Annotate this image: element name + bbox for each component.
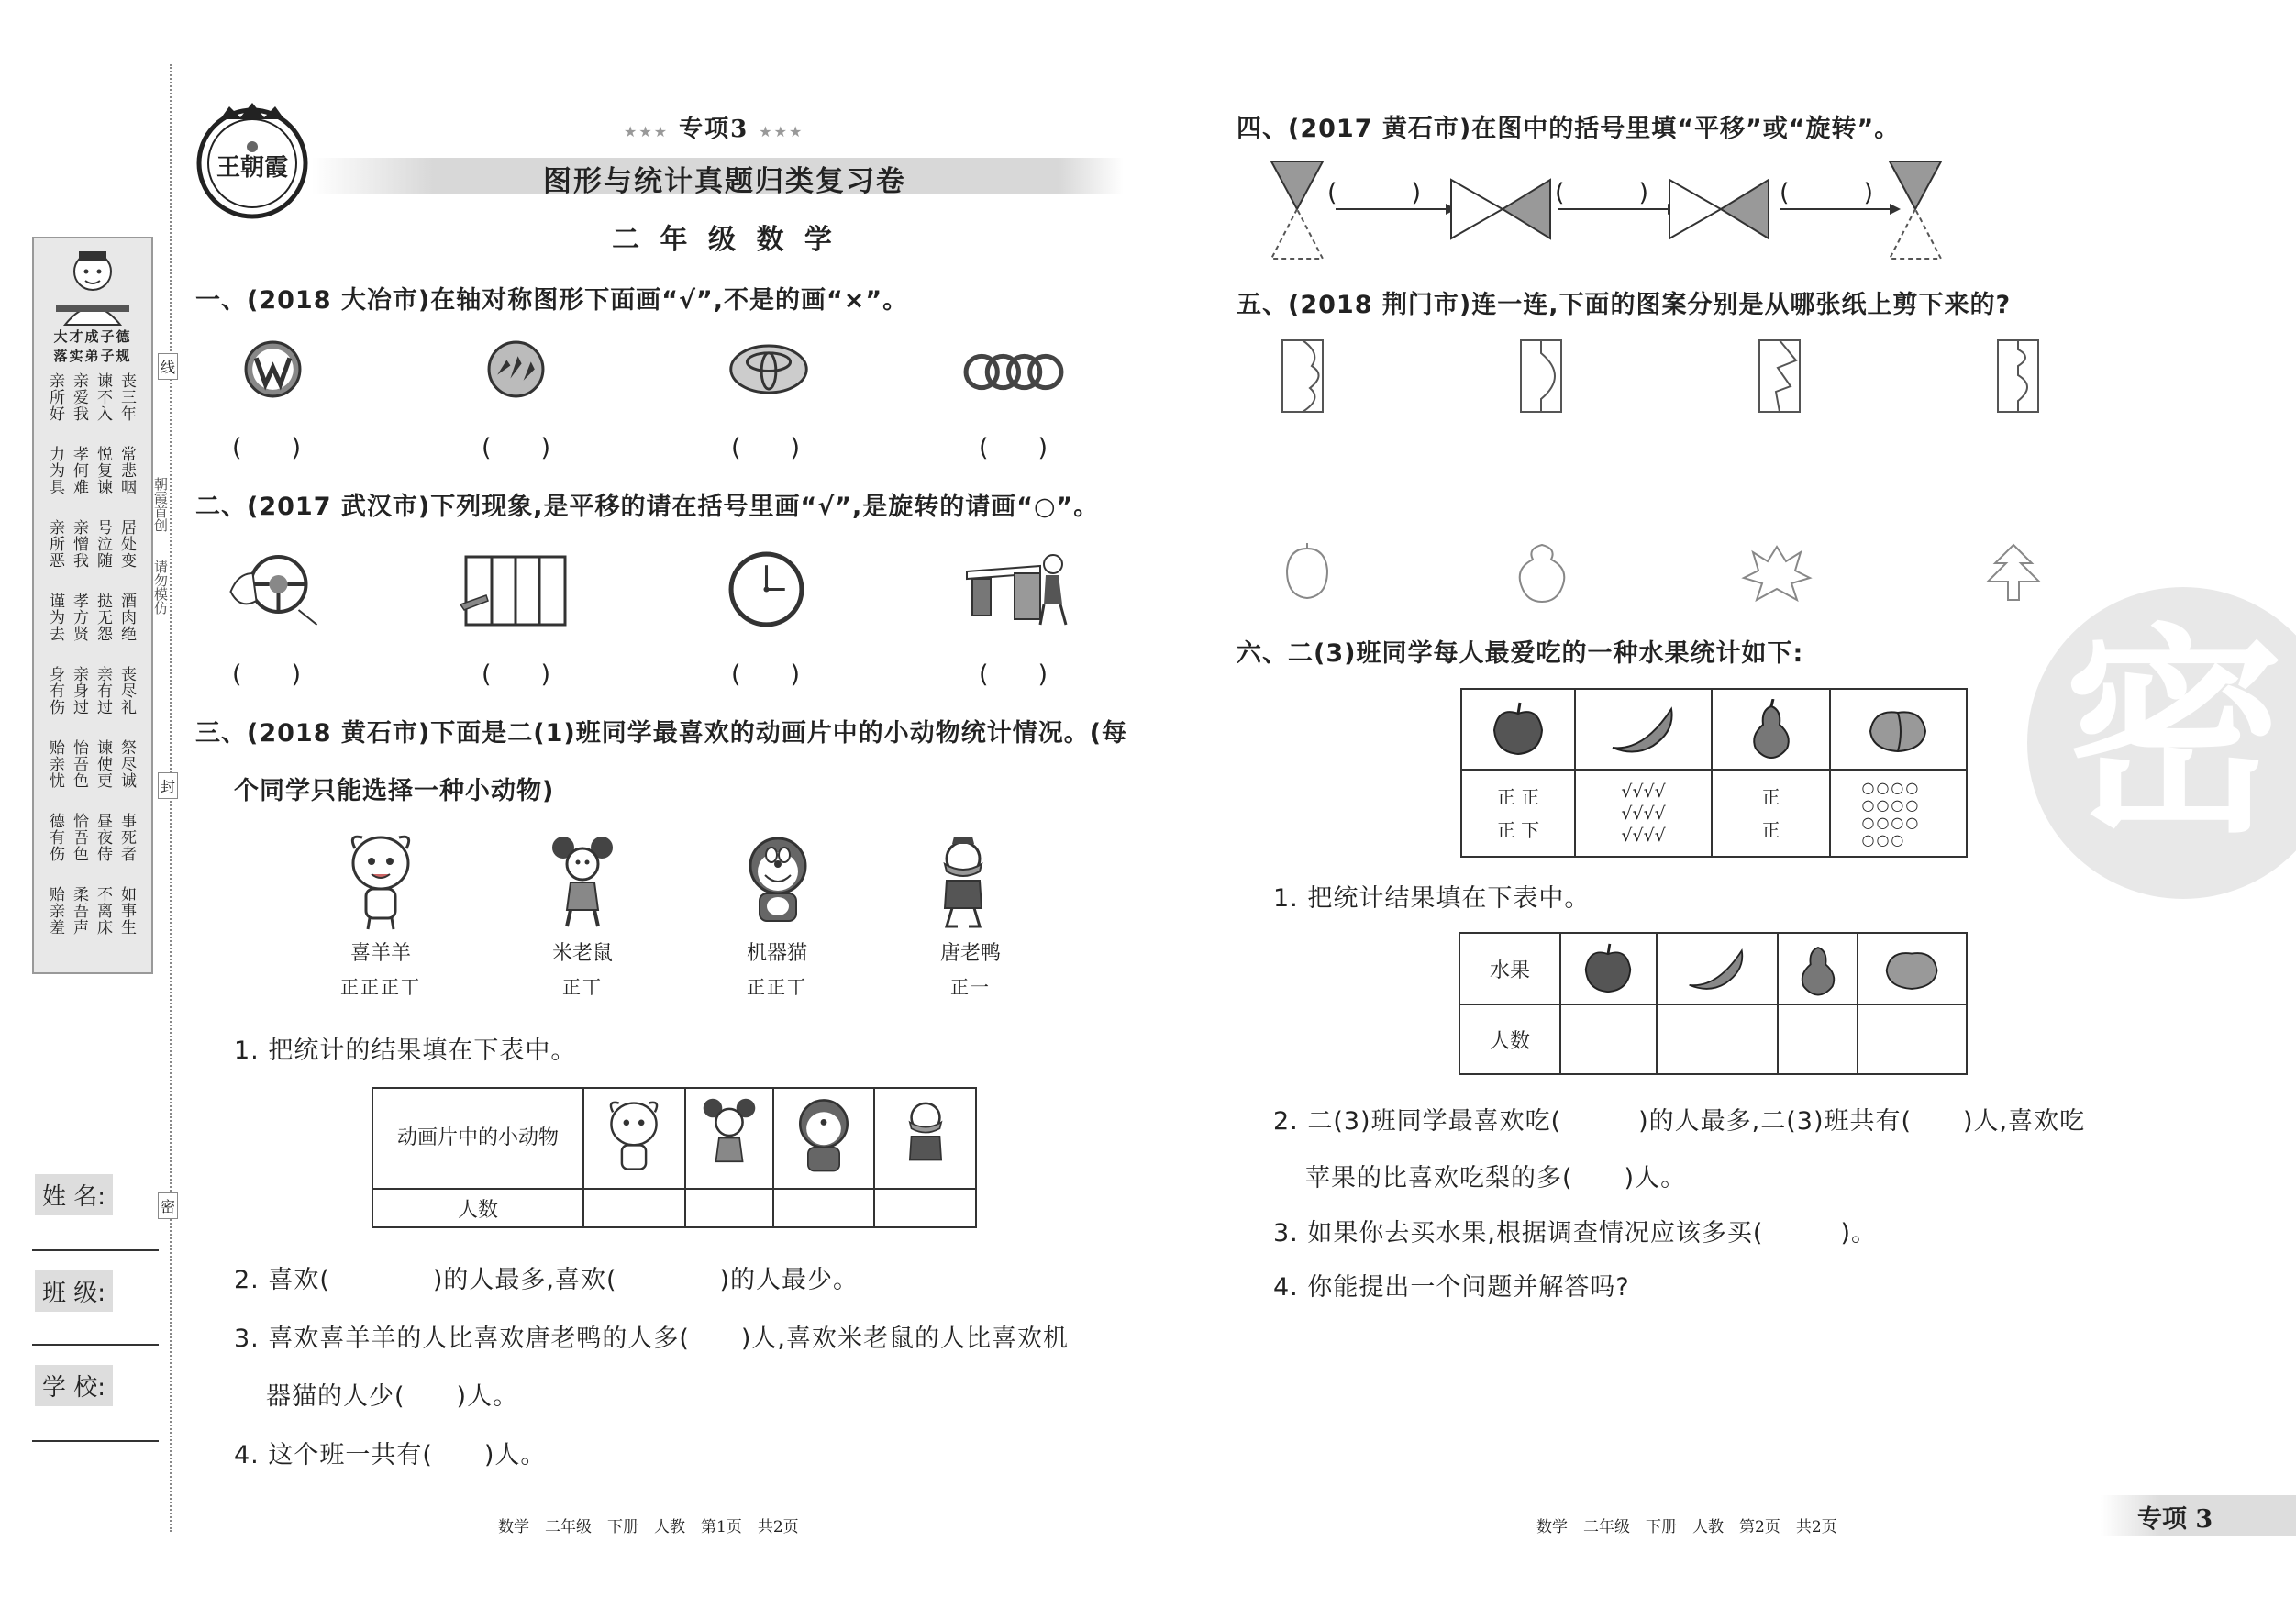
side-note-2: 请勿模仿 <box>152 560 169 615</box>
fruit-cell <box>1778 933 1858 1004</box>
poem-column: 酒肉绝 <box>117 593 136 642</box>
table-animal-cell <box>773 1088 875 1189</box>
animal-tally: 正正丅 <box>747 976 807 998</box>
poem-column: 常悲咽 <box>117 446 136 495</box>
star-icon: ★★★ <box>624 123 670 140</box>
q3-step-4: 4. 这个班一共有( )人。 <box>234 1441 547 1469</box>
mickey-mouse-icon <box>702 1097 757 1180</box>
banana-icon <box>1684 946 1750 992</box>
circle-tally <box>1862 779 1936 848</box>
poem-column: 祭尽诚 <box>117 739 136 789</box>
poem-column: 丧尽礼 <box>117 666 136 715</box>
name-field[interactable] <box>32 1249 159 1251</box>
class-field[interactable] <box>32 1344 159 1346</box>
buick-logo-icon <box>486 339 546 399</box>
poem-column: 孝方贤 <box>70 593 88 642</box>
answer-paren[interactable]: ( ) <box>1555 179 1649 207</box>
answer-cell[interactable] <box>1858 1004 1967 1074</box>
page-subtitle: 二 年 级 数 学 <box>612 224 837 256</box>
seal-text: 密 <box>2064 605 2285 862</box>
answer-paren[interactable]: ( ) <box>979 434 1048 462</box>
animal-name: 机器猫 <box>746 942 807 965</box>
fruit-cell <box>1461 689 1575 770</box>
poem-column: 力为具 <box>46 446 64 495</box>
poem-column: 怡吾色 <box>70 739 88 789</box>
poem-column: 亲所好 <box>46 372 64 422</box>
poem-area <box>34 372 151 959</box>
fruit-cell <box>1657 933 1779 1004</box>
logo-text: 王朝霞 <box>216 154 288 182</box>
table-row-label: 人数 <box>372 1189 583 1227</box>
poem-column: 谏不入 <box>94 372 112 422</box>
tally-cell <box>1712 770 1830 857</box>
drawer-icon <box>963 546 1073 628</box>
poem-column: 恰吾色 <box>70 813 88 862</box>
tally-line: √√√√ <box>1621 825 1666 846</box>
poem-column: 贻亲忧 <box>46 739 64 789</box>
table-animal-cell <box>583 1088 685 1189</box>
cutout-shapes <box>1270 541 2059 605</box>
tally-cell <box>1461 770 1575 857</box>
answer-paren[interactable]: ( ) <box>979 660 1048 689</box>
clock-icon <box>727 550 805 628</box>
answer-cell[interactable] <box>773 1189 875 1227</box>
poem-column: 德有伤 <box>46 813 64 862</box>
question-5: 五、(2018 荆门市)连一连,下面的图案分别是从哪张纸上剪下来的? <box>1237 291 2012 319</box>
school-field[interactable] <box>32 1440 159 1442</box>
answer-paren[interactable]: ( ) <box>1327 179 1422 207</box>
side-note-1: 朝霞首创 <box>152 477 169 532</box>
answer-cell[interactable] <box>583 1189 685 1227</box>
answer-cell[interactable] <box>874 1189 976 1227</box>
answer-cell[interactable] <box>1657 1004 1779 1074</box>
poem-column: 事死者 <box>117 813 136 862</box>
seal-watermark <box>2027 587 2296 899</box>
audi-logo-icon <box>961 351 1067 393</box>
answer-paren[interactable]: ( ) <box>731 434 801 462</box>
child-figure-icon <box>38 244 148 327</box>
cut-paper-figures <box>1275 335 2055 417</box>
animal-tally: 正一 <box>950 976 991 998</box>
answer-cell[interactable] <box>1778 1004 1858 1074</box>
poem-column: 亲憎我 <box>70 519 88 569</box>
doraemon-icon <box>792 1097 856 1180</box>
tally-line: 正 下 <box>1496 818 1540 841</box>
school-label: 学 校: <box>35 1365 113 1406</box>
circle-tally-row: ○○○○ <box>1861 795 1921 814</box>
fruit-tally-table <box>1460 688 1968 858</box>
series-text: 专项3 <box>679 116 749 143</box>
answer-paren[interactable]: ( ) <box>482 660 551 689</box>
tally-line: 正 正 <box>1496 785 1540 808</box>
poem-column: 亲爱我 <box>70 372 88 422</box>
question-3-line-1: 三、(2018 黄石市)下面是二(1)班同学最喜欢的动画片中的小动物统计情况。(每 <box>195 719 1128 748</box>
animal-name: 唐老鸭 <box>939 942 1001 965</box>
poem-column: 悦复谏 <box>94 446 112 495</box>
donald-duck-icon <box>926 835 1000 931</box>
poem-column: 挞无怨 <box>94 593 112 642</box>
volkswagen-logo-icon <box>243 339 303 399</box>
question-6: 六、二(3)班同学每人最爱吃的一种水果统计如下: <box>1237 639 1804 668</box>
pear-icon <box>1797 940 1839 997</box>
poem-column: 孝何难 <box>70 446 88 495</box>
animal-tally: 正正正丅 <box>340 976 421 998</box>
animal-tally: 正丅 <box>562 976 603 998</box>
star-icon: ★★★ <box>759 123 804 140</box>
poem-column: 居处变 <box>117 519 136 569</box>
answer-paren[interactable]: ( ) <box>731 660 801 689</box>
table-header-cell: 水果 <box>1459 933 1560 1004</box>
page-footer-left: 数学 二年级 下册 人教 第1页 共2页 <box>498 1518 799 1536</box>
poem-column: 亲有过 <box>94 666 112 715</box>
tally-line: 正 <box>1761 818 1780 841</box>
series-label <box>624 110 804 144</box>
fruit-cell <box>1858 933 1967 1004</box>
fruit-cell <box>1575 689 1712 770</box>
animal-name: 喜羊羊 <box>349 942 411 965</box>
table-animal-cell <box>874 1088 976 1189</box>
mickey-mouse-icon <box>550 835 615 931</box>
q6-step-1: 1. 把统计结果填在下表中。 <box>1273 884 1591 913</box>
animal-table <box>372 1087 977 1228</box>
sliding-window-icon <box>459 553 569 628</box>
question-3-line-2: 个同学只能选择一种小动物) <box>234 777 555 805</box>
poem-column: 号泣随 <box>94 519 112 569</box>
poem-column: 身有伤 <box>46 666 64 715</box>
poem-column: 柔吾声 <box>70 886 88 936</box>
poem-column: 亲身过 <box>70 666 88 715</box>
circle-tally-row: ○○○○ <box>1861 813 1921 831</box>
tally-line: √√√√ <box>1621 781 1666 802</box>
answer-cell[interactable] <box>1560 1004 1657 1074</box>
peach-icon <box>1867 704 1931 755</box>
banana-icon <box>1607 704 1680 755</box>
xiyangyang-icon <box>602 1097 666 1180</box>
fruit-answer-table <box>1459 932 1968 1075</box>
table-animal-cell <box>685 1088 773 1189</box>
tally-line: 正 <box>1761 785 1780 808</box>
answer-paren[interactable]: ( ) <box>232 660 302 689</box>
pear-icon <box>1748 699 1794 760</box>
answer-paren[interactable]: ( ) <box>1780 179 1874 207</box>
q3-step-3-line-2: 器猫的人少( )人。 <box>266 1382 519 1411</box>
donald-duck-icon <box>893 1097 958 1180</box>
poem-column: 谏使更 <box>94 739 112 789</box>
apple-icon <box>1491 701 1546 758</box>
motto-panel <box>32 237 153 974</box>
motto-line-2: 落实弟子规 <box>53 348 132 364</box>
circle-tally-row: ○○○○ <box>1861 778 1921 796</box>
name-label: 姓 名: <box>35 1174 113 1215</box>
circle-tally-row: ○○○ <box>1861 830 1906 848</box>
q3-step-1: 1. 把统计的结果填在下表中。 <box>234 1037 577 1065</box>
poem-column: 亲所恶 <box>46 519 64 569</box>
doraemon-icon <box>741 835 815 931</box>
fruit-cell <box>1560 933 1657 1004</box>
poem-column: 昼夜侍 <box>94 813 112 862</box>
fold-label-3: 密 <box>158 1192 178 1219</box>
q6-step-2-line-2: 苹果的比喜欢吃梨的多( )人。 <box>1305 1164 1687 1192</box>
question-1: 一、(2018 大冶市)在轴对称图形下面画“√”,不是的画“×”。 <box>195 286 909 315</box>
q6-step-3: 3. 如果你去买水果,根据调查情况应该多买( )。 <box>1273 1219 1877 1248</box>
table-header-cell: 动画片中的小动物 <box>372 1088 583 1189</box>
tally-cell <box>1575 770 1712 857</box>
fruit-cell <box>1830 689 1967 770</box>
page-title: 图形与统计真题归类复习卷 <box>543 165 906 198</box>
steering-wheel-icon <box>225 546 321 628</box>
page-footer-right: 数学 二年级 下册 人教 第2页 共2页 <box>1536 1518 1837 1536</box>
poem-column: 贻亲羞 <box>46 886 64 936</box>
fold-label-2: 封 <box>158 772 178 799</box>
tally-line: √√√√ <box>1621 803 1666 824</box>
class-label: 班 级: <box>35 1270 113 1312</box>
poem-column: 谨为去 <box>46 593 64 642</box>
poem-column: 丧三年 <box>117 372 136 422</box>
toyota-logo-icon <box>727 344 810 394</box>
answer-cell[interactable] <box>685 1189 773 1227</box>
corner-label: 专项 3 <box>2137 1505 2213 1534</box>
poem-column: 如事生 <box>117 886 136 936</box>
q6-step-4: 4. 你能提出一个问题并解答吗? <box>1273 1273 1630 1302</box>
table-row-label: 人数 <box>1459 1004 1560 1074</box>
question-2: 二、(2017 武汉市)下列现象,是平移的请在括号里画“√”,是旋转的请画“○”。 <box>195 493 1100 521</box>
tally-cell <box>1830 770 1967 857</box>
xiyangyang-icon <box>344 830 417 931</box>
fruit-cell <box>1712 689 1830 770</box>
answer-paren[interactable]: ( ) <box>232 434 302 462</box>
q6-step-2-line-1: 2. 二(3)班同学最喜欢吃( )的人最多,二(3)班共有( )人,喜欢吃 <box>1273 1107 2086 1136</box>
q3-step-2: 2. 喜欢( )的人最多,喜欢( )的人最少。 <box>234 1266 860 1294</box>
q3-step-3-line-1: 3. 喜欢喜羊羊的人比喜欢唐老鸭的人多( )人,喜欢米老鼠的人比喜欢机 <box>234 1325 1069 1353</box>
question-4: 四、(2017 黄石市)在图中的括号里填“平移”或“旋转”。 <box>1237 115 1901 143</box>
motto-line-1: 大才成子德 <box>53 328 132 345</box>
peach-icon <box>1883 945 1942 993</box>
apple-icon <box>1582 942 1634 995</box>
fold-label-1: 线 <box>158 353 178 380</box>
answer-paren[interactable]: ( ) <box>482 434 551 462</box>
poem-column: 不离床 <box>94 886 112 936</box>
animal-name: 米老鼠 <box>551 942 613 965</box>
